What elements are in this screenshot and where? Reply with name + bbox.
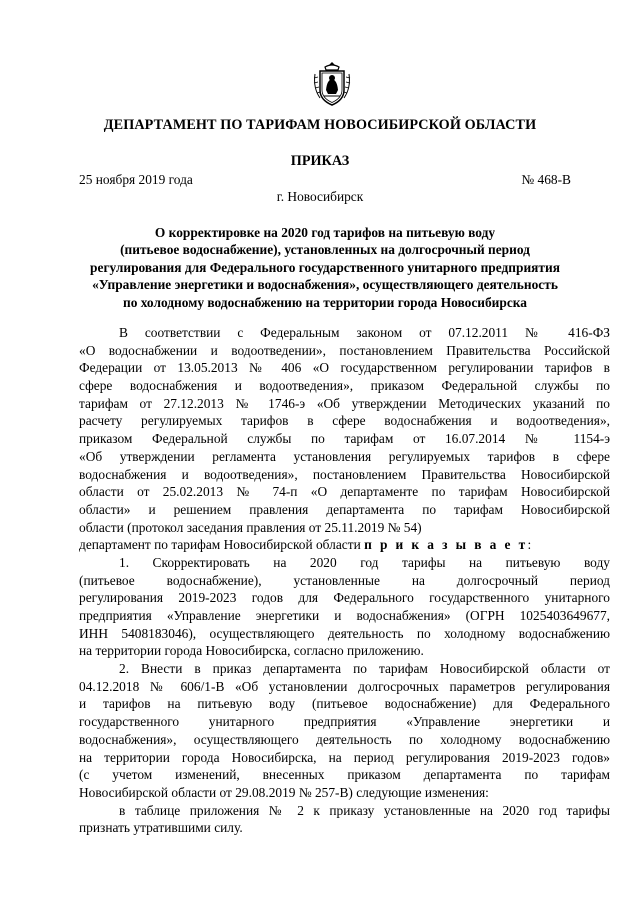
resolves-line [79, 536, 610, 554]
subject-line: по холодному водоснабжению на территории города Новосибирска [122, 294, 527, 310]
document-type: ПРИКАЗ [290, 153, 350, 169]
preamble-paragraph [79, 324, 610, 342]
text-line: 04.12.2018 № 606/1-В «Об установлении долгосрочных параметров регулирования [79, 678, 610, 694]
coat-of-arms-icon [312, 60, 352, 107]
text-line: сфере водоснабжения и водоотведения», приказом Федеральной службы по [79, 378, 610, 394]
document-date: 25 ноября 2019 года [79, 172, 193, 187]
document-number: № 468-В [521, 172, 571, 187]
text-line: области» и решением правления департамента по тарифам Новосибирской [79, 501, 610, 517]
text-line: тарифам от 27.12.2013 № 1746-э «Об утверждении Методических указаний по [79, 395, 610, 411]
text-line: Федерации от 13.05.2013 № 406 «О государственном регулировании тарифов в [79, 360, 610, 376]
text-line: государственного унитарного предприятия «Управление энергетики и [79, 714, 610, 730]
text-line: «О водоснабжении и водоотведении», постановлением Правительства Российской [79, 342, 610, 358]
preamble-continuation [79, 342, 610, 837]
text-line: и тарифов на питьевую воду (питьевое водоснабжение) для Федерального [79, 696, 610, 712]
text-line: в таблице приложения № 2 к приказу установленные на 2020 год тарифы [119, 802, 610, 818]
text-line: (питьевое водоснабжение), установленные на долгосрочный период [79, 572, 610, 588]
text-line: В соответствии с Федеральным законом от 07.12.2011 № 416-ФЗ [119, 325, 610, 340]
text-line: 1. Скорректировать на 2020 год тарифы на питьевую воду [119, 554, 610, 570]
subject-line: «Управление энергетики и водоснабжения», осуществляющего деятельность [92, 277, 558, 293]
text-line: водоснабжения и водоотведения», постановлением Правительства Новосибирской [79, 466, 610, 482]
text-line: 2. Внести в приказ департамента по тарифам Новосибирской области от [119, 661, 610, 677]
resolves-suffix: : [527, 537, 532, 553]
resolves-prefix: департамент по тарифам Новосибирской области [79, 537, 365, 553]
text-line: признать утратившими силу. [79, 820, 243, 836]
document-city: г. Новосибирск [276, 189, 364, 204]
text-line: (с учетом изменений, внесенных приказом департамента по тарифам [79, 767, 610, 783]
document-subject [70, 224, 580, 311]
text-line: предприятия «Управление энергетики и водоснабжения» (ОГРН 1025403649677, [79, 608, 610, 623]
resolves-word: п р и к а з ы в а е т [364, 537, 528, 553]
text-line: приказом Федеральной службы по тарифам от 16.07.2014 № 1154-э [79, 431, 610, 447]
subject-line: (питьевое водоснабжение), установленных на долгосрочный период [120, 242, 530, 258]
text-line: расчету регулируемых тарифов в сфере водоснабжения и водоотведения», [79, 413, 610, 429]
text-line: на территории города Новосибирска, согласно приложению. [79, 643, 424, 659]
department-name: ДЕПАРТАМЕНТ ПО ТАРИФАМ НОВОСИБИРСКОЙ ОБЛАСТИ [103, 117, 537, 133]
subject-line: О корректировке на 2020 год тарифов на питьевую воду [154, 225, 496, 240]
text-line: ИНН 5408183046), осуществляющего деятельность по холодному водоснабжению [79, 625, 610, 641]
text-line: водоснабжения», осуществляющего деятельность по холодному водоснабжению [79, 731, 610, 747]
text-line: области от 25.02.2013 № 74-п «О департаменте по тарифам Новосибирской [79, 484, 610, 500]
text-line: Новосибирской области от 29.08.2019 № 257-В) следующие изменения: [79, 784, 489, 800]
subject-line: регулирования для Федерального государственного унитарного предприятия [90, 259, 560, 275]
text-line: на территории города Новосибирска, на период регулирования 2019-2023 годов» [79, 749, 610, 765]
text-line: области (протокол заседания правления от 25.11.2019 № 54) [79, 519, 422, 535]
text-line: регулирования 2019-2023 годов для Федерального государственного унитарного [79, 590, 610, 606]
text-line: «Об утверждении регламента установления регулируемых тарифов в сфере [79, 448, 610, 464]
